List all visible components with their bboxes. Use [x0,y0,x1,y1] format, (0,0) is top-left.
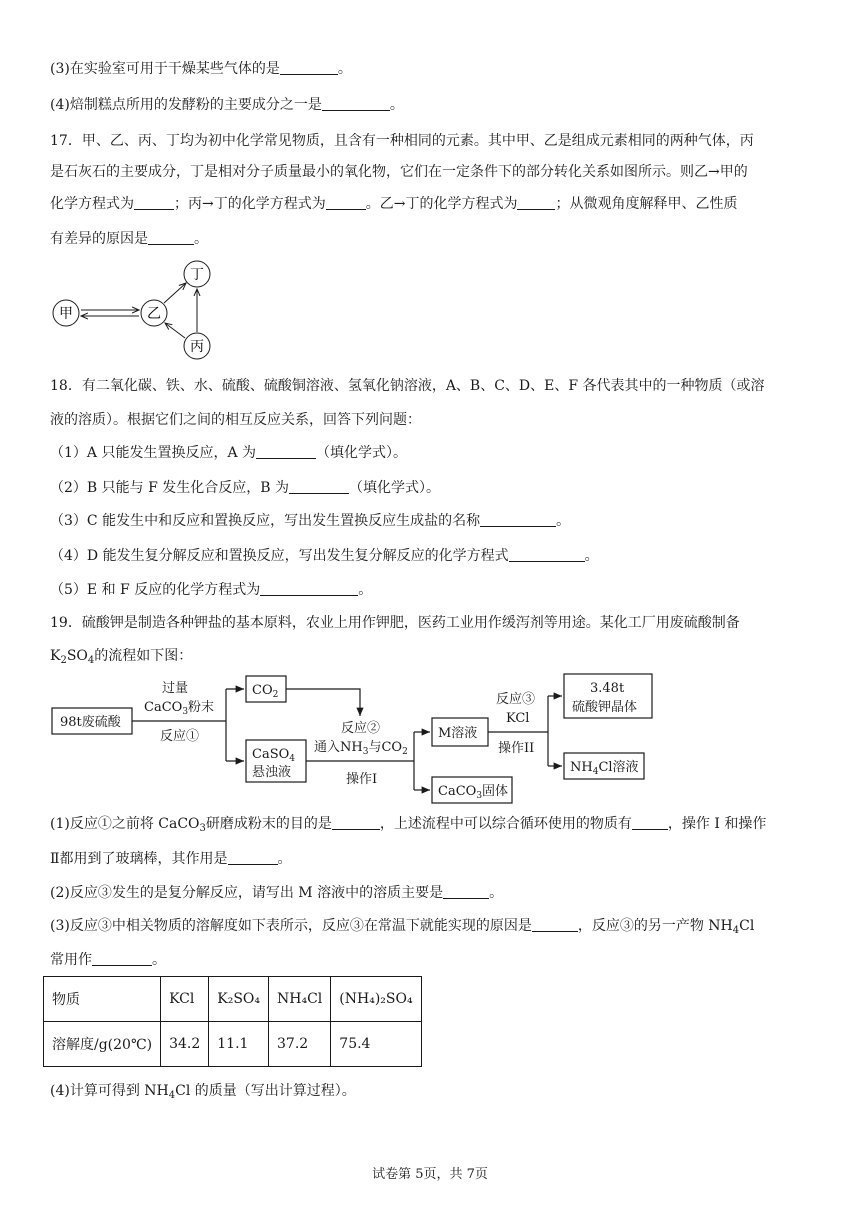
label-operation-1: 操作I [346,772,378,787]
q18-part4 [50,546,599,566]
q19-text: (3)反应③中相关物质的溶解度如下表所示，反应③在常温下就能实现的原因是 [50,918,532,934]
q19-part3-line2 [50,950,166,970]
q19-part4 [50,1081,356,1106]
period: 。 [194,231,208,247]
label-caco3-powder: CaCO$_3$粉末 [144,700,215,717]
table-cell: 37.2 [269,1022,331,1067]
period: 。 [489,885,504,901]
q19-text: ，反应③的另一产物 NH [577,918,733,934]
q19-text: 研磨成粉末的目的是 [205,816,332,832]
period: 。 [152,952,166,968]
label-caso4: CaSO$_4$ [252,747,295,764]
q19-text: Ⅱ都用到了玻璃棒，其作用是 [50,851,228,867]
label-co2: $CO_2$ [252,683,279,700]
answer-blank [322,96,390,111]
q18-text: （3）C 能发生中和反应和置换反应，写出发生置换反应生成盐的名称 [50,513,481,529]
label-reaction-1: 反应① [160,729,200,744]
subscript: 4 [168,1090,176,1101]
formula-text: SO [66,648,88,664]
answer-blank [326,195,366,210]
label-excess: 过量 [162,681,189,696]
node-jia-label: 甲 [59,306,73,322]
q19-part1-line1 [50,814,766,839]
subscript: 2 [60,655,67,666]
answer-blank [260,581,358,596]
answer-blank [228,850,278,865]
answer-blank [632,815,668,830]
q19-line1: 19．硫酸钾是制造各种钾盐的基本原料，农业上用作钾肥，医药工业用作缓泻剂等用途。某化工厂用废硫酸制备 [50,615,740,631]
q19-text: Cl [739,918,755,934]
q18-part3 [50,511,570,531]
label-m-solution: M溶液 [438,726,478,741]
table-cell: K₂SO₄ [209,977,269,1022]
q19-text: (1)反应①之前将 CaCO [50,816,200,832]
answer-blank [480,512,556,527]
label-operation-2: 操作II [498,741,535,756]
period: 。 [556,513,571,529]
q19-text: Cl 的质量（写出计算过程）。 [175,1083,356,1099]
q19-text: (4)计算可得到 NH [50,1083,169,1099]
table-cell: 物质 [44,977,161,1022]
q18-text: （5）E 和 F 反应的化学方程式为 [50,582,261,598]
q16-part4-text: (4)焙制糕点所用的发酵粉的主要成分之一是 [50,97,322,113]
label-nh3-co2: 通入$NH_3$与$CO_2$ [314,740,408,757]
answer-blank [509,547,585,562]
answer-blank [92,951,152,966]
node-ding-label: 丁 [190,267,204,283]
q18-line2: 液的溶质）。根据它们之间的相互反应关系，回答下列问题： [50,412,421,428]
q17-text: 。乙→丁的化学方程式为 [365,196,518,212]
label-reaction-3: 反应③ [496,692,536,707]
node-bing-label: 丙 [190,339,204,355]
q18-part5 [50,580,372,600]
answer-blank [134,195,174,210]
label-kcl: KCl [506,711,530,726]
q18-line1: 18．有二氧化碳、铁、水、硫酸、硫酸铜溶液、氢氧化钠溶液，A、B、C、D、E、F 各代表其中的一种物质（或溶 [50,378,765,394]
q17-line3 [50,194,737,214]
q19-process-flow-diagram [50,666,670,806]
q19-text: 的流程如下图： [94,648,193,664]
q17-text: 化学方程式为 [50,196,134,212]
q19-part3-line1 [50,916,754,941]
period: 。 [358,582,373,598]
answer-blank [280,60,338,75]
table-cell: NH₄Cl [269,977,331,1022]
answer-blank [532,917,578,932]
label-mass: 3.48t [590,681,625,696]
q18-text: （填化学式）。 [349,480,440,496]
period: 。 [337,61,352,77]
label-suspension: 悬浊液 [252,765,292,780]
arrow-co2-recycle [286,689,360,716]
q18-text: （2）B 只能与 F 发生化合反应，B 为 [50,480,289,496]
label-waste-acid: 98t废硫酸 [60,715,121,730]
period: 。 [277,851,292,867]
q18-text: （填化学式）。 [316,445,408,461]
arrow-bing-to-yi [165,323,185,338]
label-reaction-2: 反应② [341,721,381,736]
q18-part2 [50,478,440,498]
arrow-yi-to-ding [164,283,186,303]
subscript: 4 [732,925,740,936]
q18-text: （1）A 只能发生置换反应，A 为 [50,445,257,461]
q17-line4 [50,229,208,249]
q16-part4 [50,95,404,115]
period: 。 [389,97,404,113]
formula-text: K [50,648,61,664]
q17-line2: 是石灰石的主要成分，丁是相对分子质量最小的氧化物，它们在一定条件下的部分转化关系如图所示。则乙→甲的 [50,164,748,180]
answer-blank [148,230,194,245]
q17-text: ；从微观角度解释甲、乙性质 [555,196,738,212]
subscript: 4 [87,655,95,666]
q19-text: ，上述流程中可以综合循环使用的物质有 [379,816,632,832]
answer-blank [289,479,349,494]
table-cell: 34.2 [161,1022,209,1067]
table-cell: 75.4 [331,1022,422,1067]
q19-text: 常用作 [50,952,92,968]
q17-text: 有差异的原因是 [50,231,148,247]
q17-text: ；丙→丁的化学方程式为 [174,196,326,212]
q19-text: (2)反应③发生的是复分解反应，请写出 M 溶液中的溶质主要是 [50,885,444,901]
table-cell: KCl [161,977,209,1022]
table-header-row [44,977,422,1022]
q17-line1: 17．甲、乙、丙、丁均为初中化学常见物质，且含有一种相同的元素。其中甲、乙是组成元素相同的两种气体，丙 [50,133,754,149]
answer-blank [332,815,380,830]
q17-relation-diagram [45,258,225,362]
q16-part3-text: (3)在实验室可用于干燥某些气体的是 [50,61,280,77]
q18-part1 [50,443,407,463]
answer-blank [517,195,555,210]
label-caco3-solid: CaCO$_3$固体 [438,784,509,801]
q16-part3 [50,59,352,79]
answer-blank [256,444,316,459]
table-cell: (NH₄)₂SO₄ [331,977,422,1022]
label-nh4cl-solution: $NH_4Cl$溶液 [570,760,639,777]
node-yi-label: 乙 [147,306,161,322]
table-row [44,1022,422,1067]
q18-text: （4）D 能发生复分解反应和置换反应，写出发生复分解反应的化学方程式 [50,548,509,564]
table-cell: 溶解度/g(20℃) [44,1022,161,1067]
q19-part2 [50,883,503,903]
page-footer: 试卷第 5页，共 7页 [372,1167,488,1182]
period: 。 [584,548,599,564]
label-k2so4-crystal: 硫酸钾晶体 [572,700,638,715]
solubility-table [43,976,422,1067]
table-cell: 11.1 [209,1022,269,1067]
q19-part1-line2 [50,849,292,869]
answer-blank [443,884,489,899]
subscript: 3 [199,823,206,834]
q19-text: ，操作 I 和操作 [667,816,767,832]
